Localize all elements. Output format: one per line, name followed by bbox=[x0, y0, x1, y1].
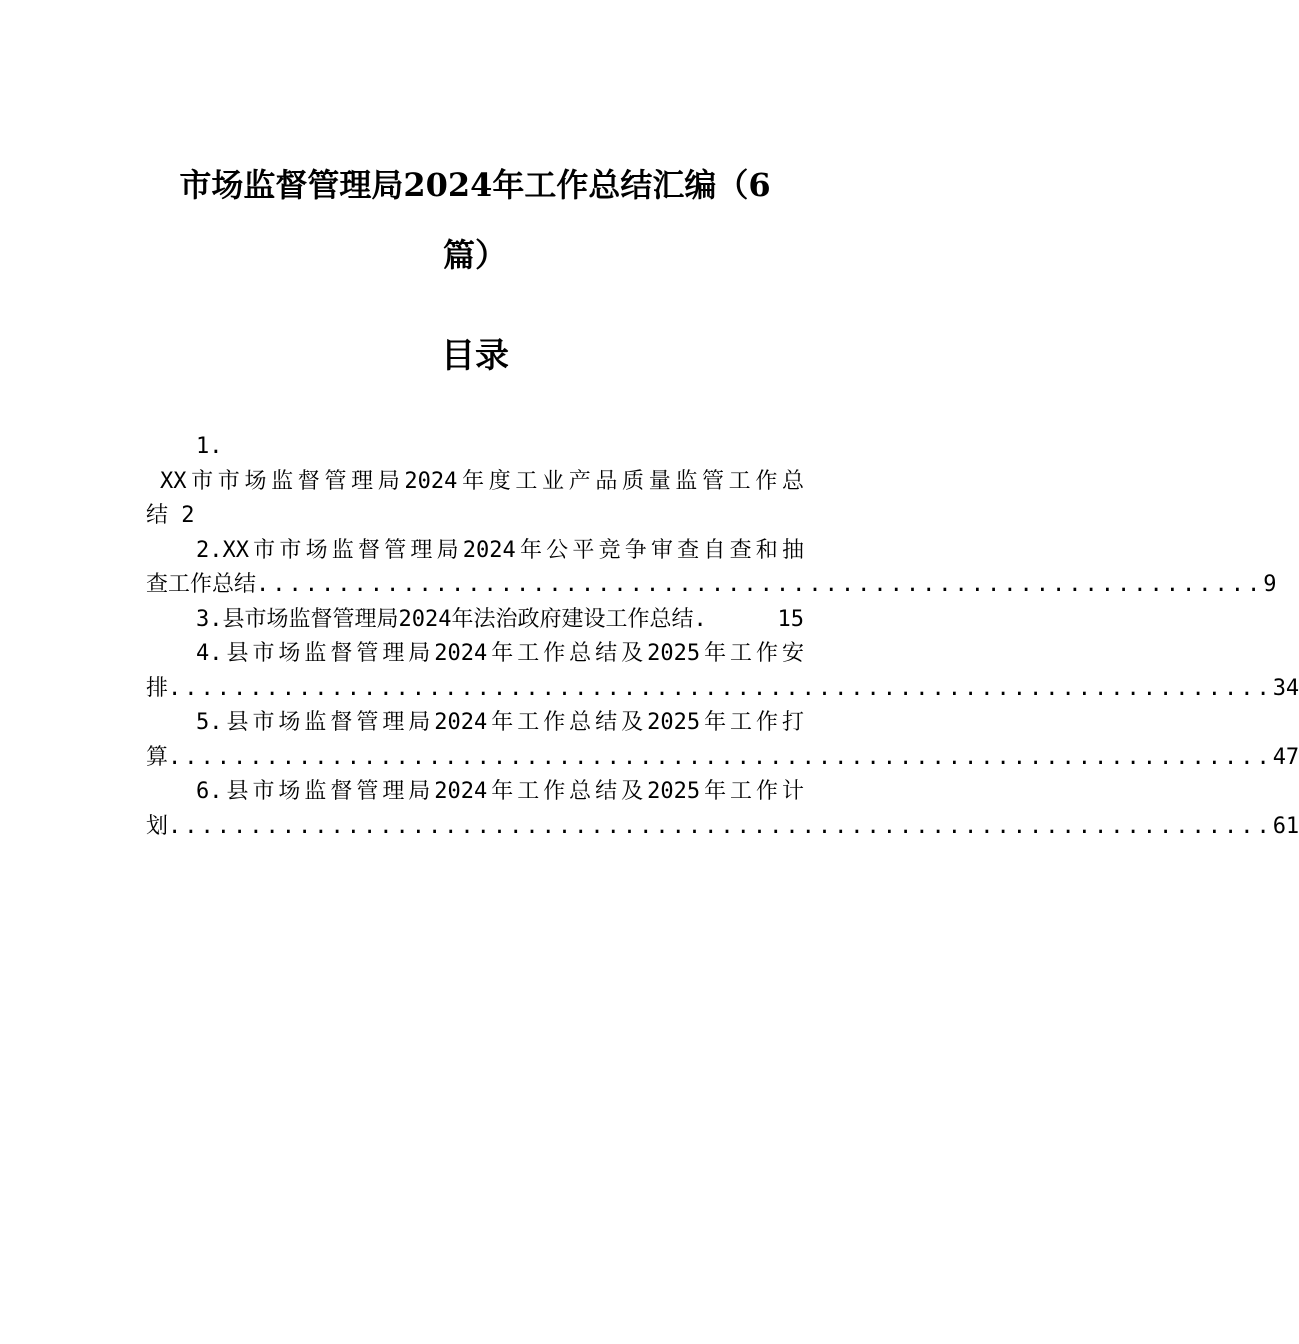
toc-entry-5[interactable] bbox=[146, 706, 804, 741]
table-of-contents bbox=[146, 430, 1299, 844]
toc-entry-4-page: 34 bbox=[1272, 675, 1299, 701]
toc-entry-2-tail[interactable] bbox=[146, 568, 1277, 603]
toc-entry-1-number[interactable] bbox=[146, 430, 804, 465]
document-title-line-1: 市场监督管理局2024年工作总结汇编（6 bbox=[179, 166, 771, 204]
toc-entry-6-line-2: 划 bbox=[146, 813, 169, 839]
toc-entry-2-line-1: 2.XX市市场监督管理局2024年公平竞争审查自查和抽 bbox=[196, 537, 804, 563]
toc-entry-4-leader: .................................................................... bbox=[168, 675, 1273, 701]
toc-entry-5-line-1: 5.县市场监督管理局2024年工作总结及2025年工作打 bbox=[196, 710, 804, 735]
toc-entry-6-page: 61 bbox=[1272, 813, 1299, 839]
toc-heading: 目录 bbox=[441, 336, 509, 376]
toc-entry-1-title[interactable] bbox=[146, 465, 804, 500]
toc-entry-4-line-1: 4.县市场监督管理局2024年工作总结及2025年工作安 bbox=[196, 641, 804, 666]
document-title-line-2: 篇） bbox=[442, 236, 507, 274]
toc-entry-3-line-1: 3.县市场监督管理局2024年法治政府建设工作总结. bbox=[196, 606, 707, 632]
toc-entry-5-line-2: 算 bbox=[146, 744, 169, 770]
toc-entry-6[interactable] bbox=[146, 775, 804, 810]
toc-entry-6-tail[interactable] bbox=[146, 810, 1299, 845]
toc-entry-1-tail[interactable] bbox=[146, 499, 804, 534]
toc-entry-2[interactable] bbox=[146, 534, 804, 569]
toc-entry-5-page: 47 bbox=[1272, 744, 1299, 770]
toc-entry-1-line-3: 结 2 bbox=[146, 503, 195, 528]
toc-entry-5-leader: .................................................................... bbox=[168, 744, 1273, 770]
toc-entry-4[interactable] bbox=[146, 637, 804, 672]
toc-entry-3[interactable] bbox=[146, 603, 804, 638]
toc-entry-1-line-2: XX市市场监督管理局2024年度工业产品质量监管工作总 bbox=[160, 468, 804, 494]
toc-entry-2-leader: .............................................................. bbox=[256, 572, 1264, 597]
toc-entry-1-line-1: 1. bbox=[196, 434, 223, 459]
toc-entry-4-tail[interactable] bbox=[146, 672, 1299, 707]
toc-entry-2-page: 9 bbox=[1263, 572, 1277, 597]
toc-entry-2-line-2: 查工作总结 bbox=[146, 572, 257, 597]
toc-entry-3-page: 15 bbox=[777, 606, 804, 632]
toc-entry-6-line-1: 6.县市场监督管理局2024年工作总结及2025年工作计 bbox=[196, 779, 804, 804]
toc-entry-5-tail[interactable] bbox=[146, 741, 1299, 776]
toc-entry-4-line-2: 排 bbox=[146, 675, 169, 701]
toc-entry-6-leader: .................................................................... bbox=[168, 813, 1273, 839]
